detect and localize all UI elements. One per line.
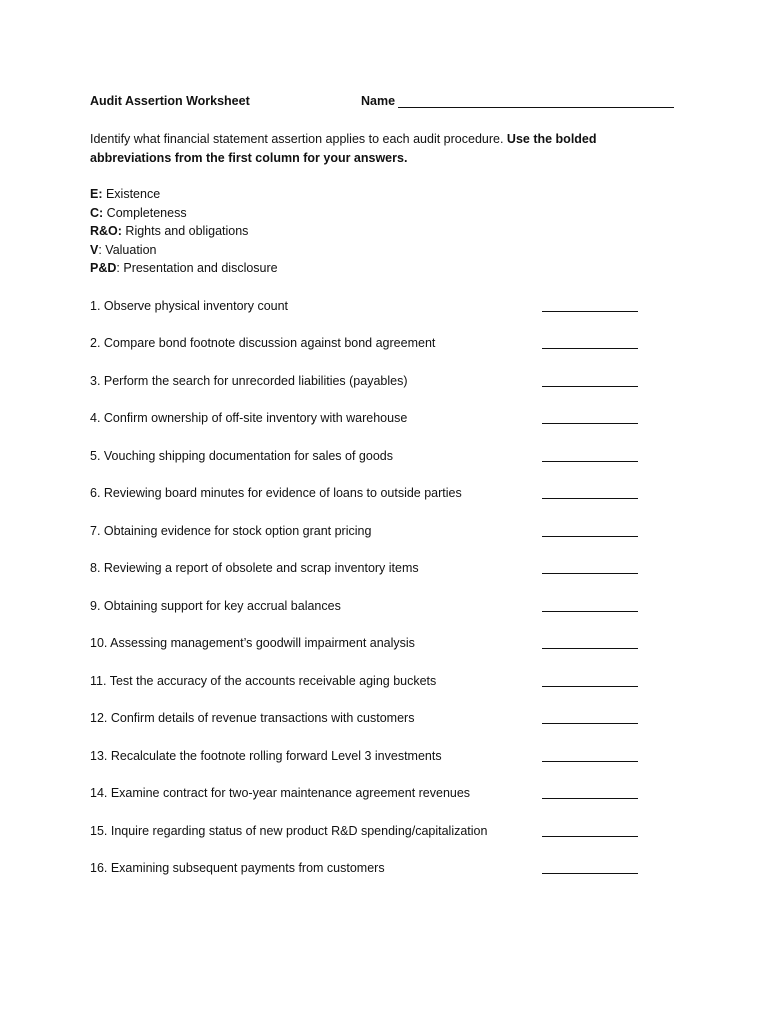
answer-blank-line[interactable]	[542, 648, 638, 649]
answer-blank-line[interactable]	[542, 423, 638, 424]
question-text: 3. Perform the search for unrecorded liabilities (payables)	[90, 373, 408, 388]
legend-item-presentation-disclosure	[90, 259, 680, 278]
legend-item-existence	[90, 185, 680, 204]
question-row	[90, 784, 680, 822]
legend-abbr: C:	[90, 205, 104, 220]
answer-blank-line[interactable]	[542, 686, 638, 687]
answer-blank-line[interactable]	[542, 798, 638, 799]
answer-blank-line[interactable]	[542, 873, 638, 874]
answer-blank-line[interactable]	[542, 836, 638, 837]
question-row	[90, 747, 680, 785]
question-text: 2. Compare bond footnote discussion against bond agreement	[90, 336, 436, 350]
question-row	[90, 297, 680, 335]
question-row	[90, 334, 680, 372]
legend-text: Rights and obligations	[121, 224, 249, 238]
question-row	[90, 372, 680, 410]
question-row	[90, 447, 680, 485]
question-text: 1. Observe physical inventory count	[90, 298, 289, 313]
legend-abbr: V	[90, 242, 99, 257]
name-blank-line[interactable]	[398, 107, 674, 108]
title-row	[90, 92, 680, 112]
question-text: 7. Obtaining evidence for stock option grant pricing	[90, 523, 372, 538]
question-text: 8. Reviewing a report of obsolete and scrap inventory items	[90, 561, 419, 575]
legend-item-rights-obligations	[90, 222, 680, 241]
question-row	[90, 709, 680, 747]
answer-blank-line[interactable]	[542, 461, 638, 462]
question-list	[90, 297, 680, 897]
answer-blank-line[interactable]	[542, 348, 638, 349]
question-text: 6. Reviewing board minutes for evidence of loans to outside parties	[90, 486, 462, 500]
question-text: 10. Assessing management’s goodwill impairment analysis	[90, 636, 415, 650]
answer-blank-line[interactable]	[542, 573, 638, 574]
question-row	[90, 522, 680, 560]
answer-blank-line[interactable]	[542, 536, 638, 537]
question-row	[90, 822, 680, 860]
question-row	[90, 634, 680, 672]
question-row	[90, 559, 680, 597]
instructions-bold-text: Use the bolded abbreviations from the first column for your answers.	[90, 132, 597, 165]
question-text: 13. Recalculate the footnote rolling forward Level 3 investments	[90, 748, 442, 763]
answer-blank-line[interactable]	[542, 498, 638, 499]
answer-blank-line[interactable]	[542, 611, 638, 612]
legend-item-valuation	[90, 241, 680, 260]
question-row	[90, 484, 680, 522]
question-row	[90, 672, 680, 710]
question-text: 12. Confirm details of revenue transactions with customers	[90, 711, 415, 725]
question-text: 4. Confirm ownership of off-site inventory with warehouse	[90, 411, 408, 425]
question-text: 16. Examining subsequent payments from customers	[90, 861, 385, 875]
legend-abbr: R&O:	[90, 224, 122, 238]
document-title: Audit Assertion Worksheet	[90, 94, 250, 108]
instructions-text: Identify what financial statement assertion applies to each audit procedure.	[90, 132, 507, 146]
question-text: 9. Obtaining support for key accrual balances	[90, 598, 341, 613]
question-text: 11. Test the accuracy of the accounts receivable aging buckets	[90, 673, 437, 688]
legend-abbr: P&D	[90, 261, 117, 275]
worksheet-page	[90, 92, 680, 897]
question-row	[90, 409, 680, 447]
legend-text: : Valuation	[98, 242, 157, 257]
answer-blank-line[interactable]	[542, 723, 638, 724]
legend-text: Completeness	[103, 205, 187, 220]
question-text: 14. Examine contract for two-year maintenance agreement revenues	[90, 786, 471, 800]
question-text: 5. Vouching shipping documentation for sales of goods	[90, 448, 393, 463]
legend-item-completeness	[90, 204, 680, 223]
question-text: 15. Inquire regarding status of new product R&D spending/capitalization	[90, 823, 488, 838]
legend-text: : Presentation and disclosure	[116, 261, 278, 275]
answer-blank-line[interactable]	[542, 311, 638, 312]
assertion-legend	[90, 185, 680, 278]
name-label: Name	[361, 94, 396, 108]
legend-text: Existence	[102, 187, 161, 201]
legend-abbr: E:	[90, 187, 103, 201]
instructions	[90, 130, 630, 167]
answer-blank-line[interactable]	[542, 761, 638, 762]
question-row	[90, 859, 680, 897]
answer-blank-line[interactable]	[542, 386, 638, 387]
question-row	[90, 597, 680, 635]
